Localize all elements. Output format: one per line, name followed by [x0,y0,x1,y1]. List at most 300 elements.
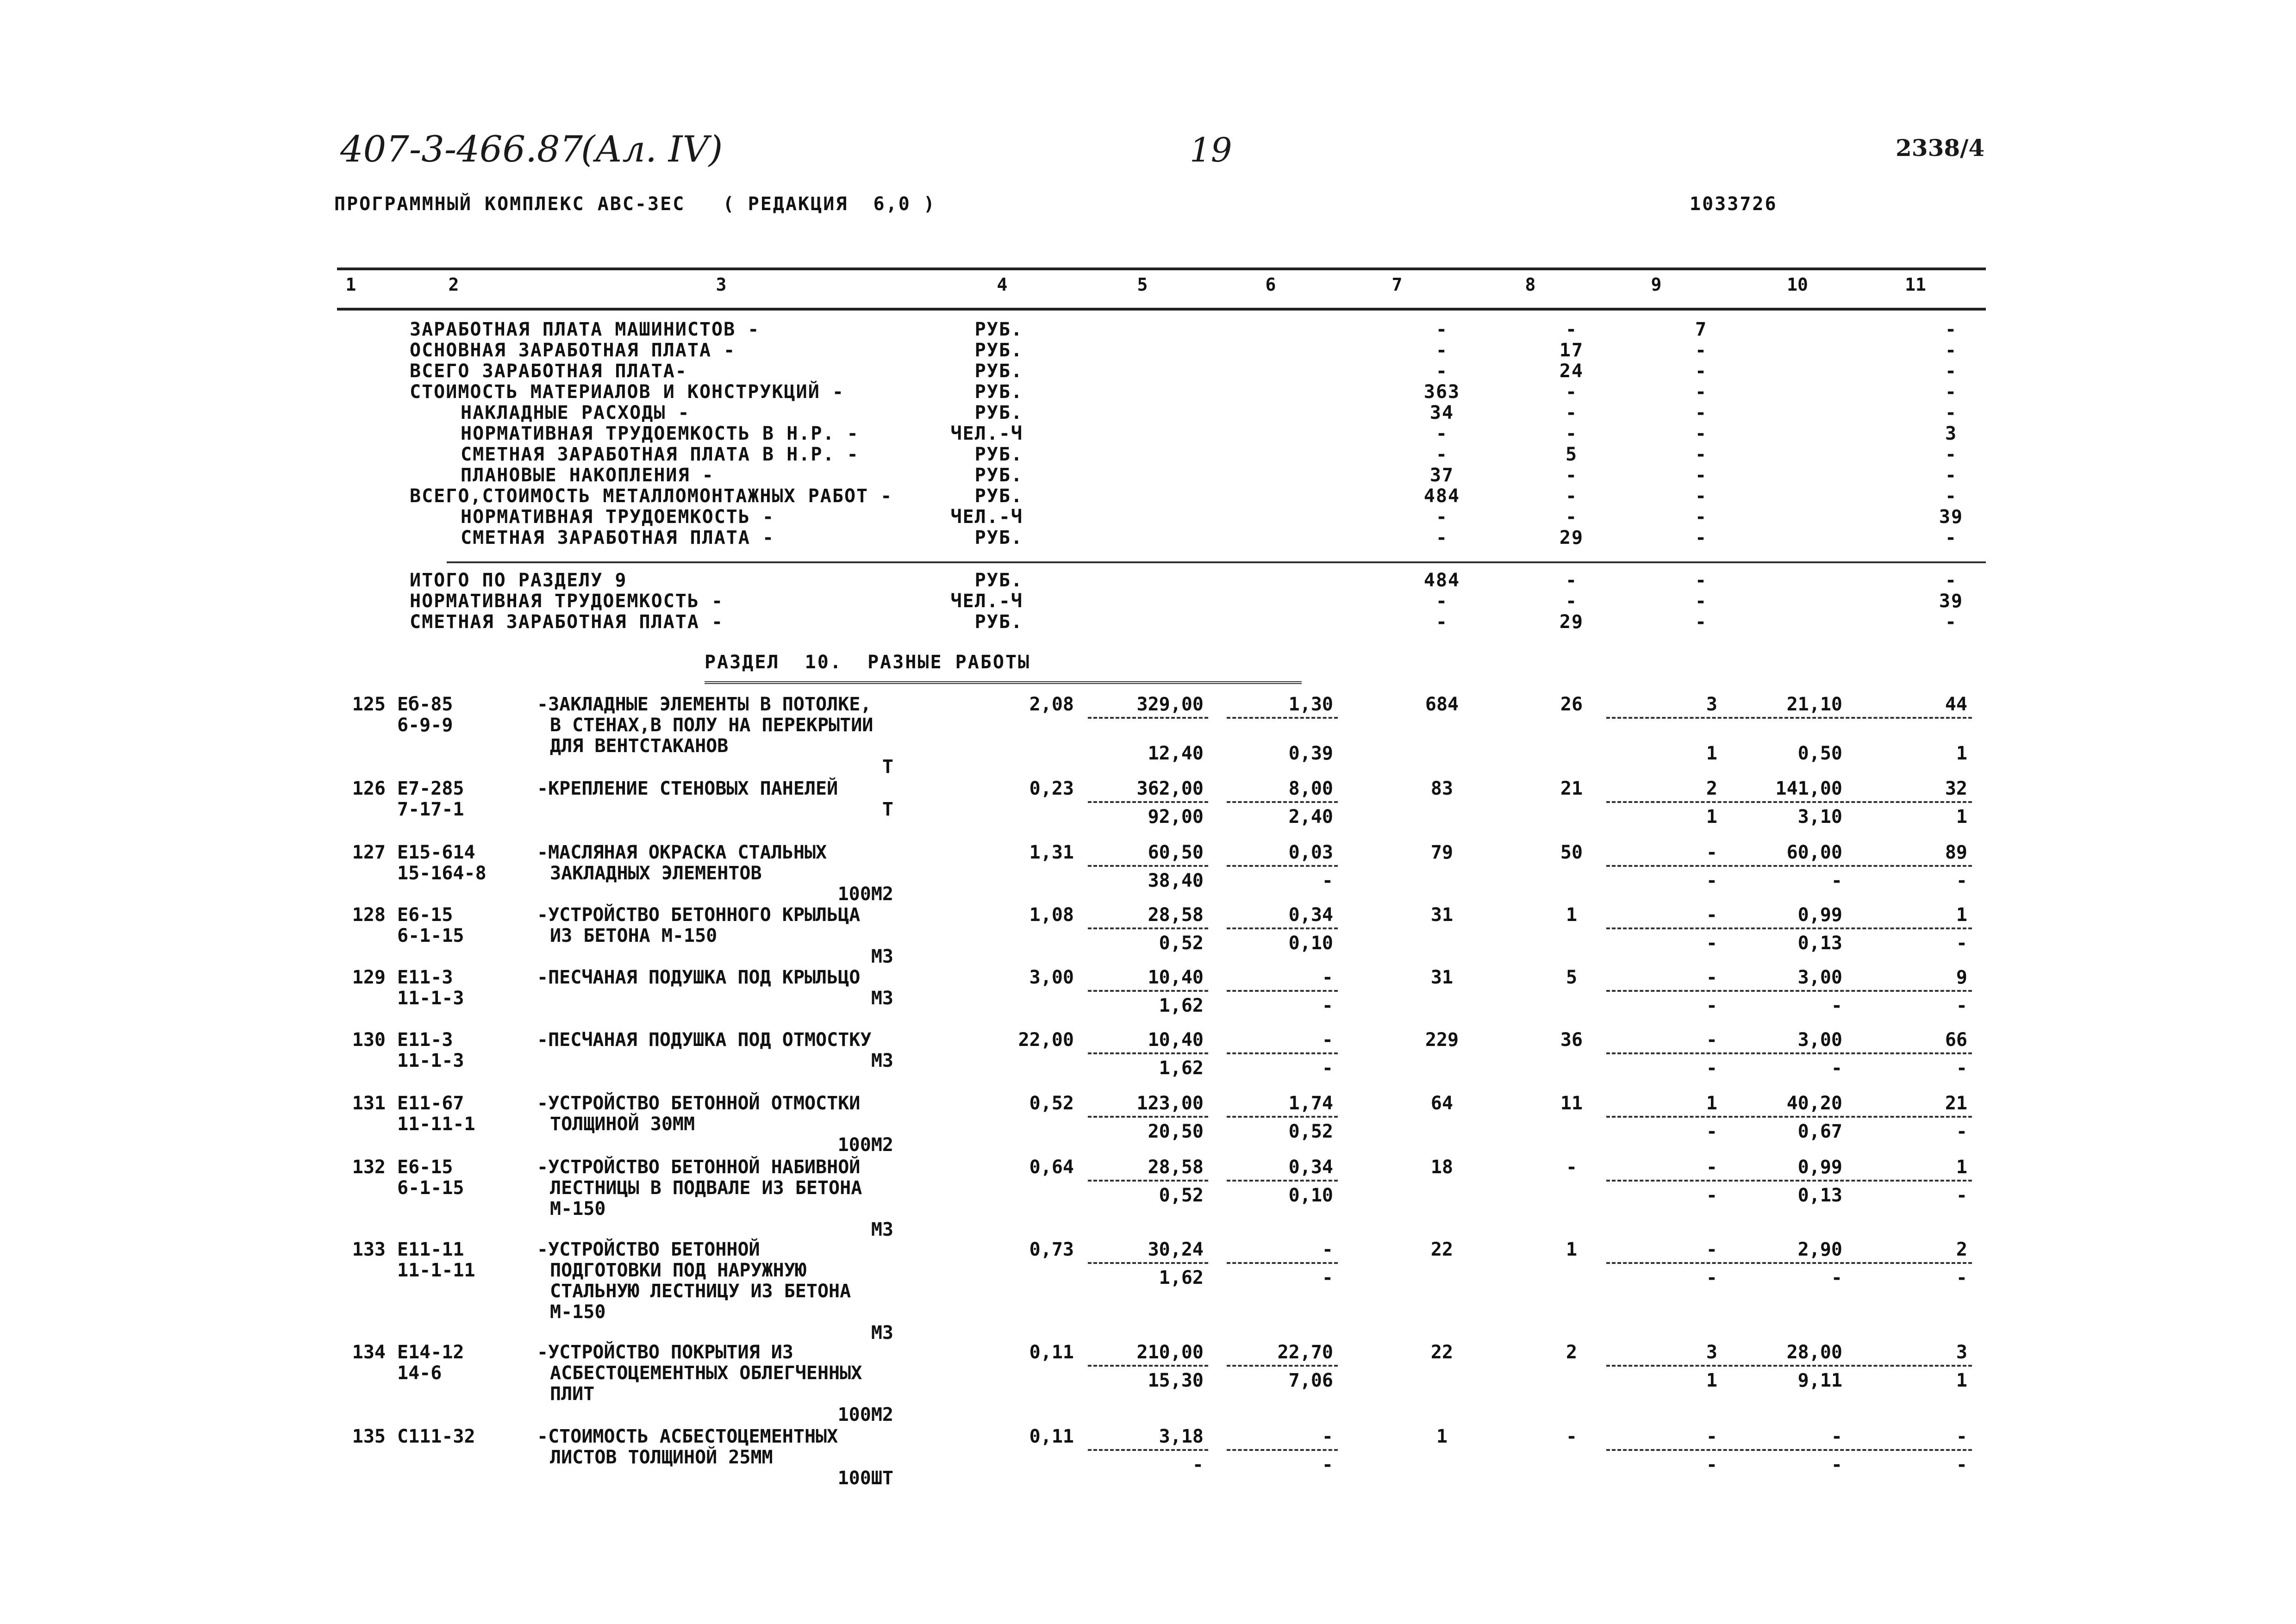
total-row-unit: РУБ. [974,570,1023,591]
col-num-6: 6 [1265,274,1276,295]
item-128-number: 128 [352,904,386,926]
summary-row-label: ОСНОВНАЯ ЗАРАБОТНАЯ ПЛАТА - [410,340,736,361]
summary-row-label: ЗАРАБОТНАЯ ПЛАТА МАШИНИСТОВ - [410,319,760,340]
item-128-code: Е6-15 [397,904,453,926]
item-127-rule-col5 [1088,865,1208,867]
summary-row-col9: - [1695,506,1708,528]
item-125-description: В СТЕНАХ,В ПОЛУ НА ПЕРЕКРЫТИИ [550,715,873,736]
item-135-number: 135 [352,1426,386,1447]
item-128-qty: 1,08 [1029,904,1074,926]
item-127-col11-b: - [1956,870,1967,891]
item-126-col10-b: 3,10 [1797,806,1842,828]
item-128-col11-b: - [1956,933,1967,954]
total-row-col9: - [1695,570,1708,591]
item-132-col10-b: 0,13 [1797,1185,1842,1206]
item-129-col9: - [1706,967,1717,988]
item-130-col8: 36 [1560,1029,1583,1051]
item-130-description: -ПЕСЧАНАЯ ПОДУШКА ПОД ОТМОСТКУ [537,1029,872,1051]
item-135-col6: - [1322,1426,1333,1447]
summary-row-col7: 363 [1423,381,1460,403]
item-133-unit: М3 [871,1322,893,1344]
item-126-unit: Т [882,799,893,820]
summary-row-col11: - [1945,319,1958,340]
item-130-col6: - [1322,1029,1333,1051]
summary-row-col9: - [1695,465,1708,486]
item-131-col8: 11 [1560,1093,1583,1114]
item-127-col5: 60,50 [1148,842,1204,863]
total-row-label: ИТОГО ПО РАЗДЕЛУ 9 [410,570,627,591]
item-134-code-sub: 14-6 [397,1363,442,1384]
total-row-col9: - [1695,611,1708,633]
item-126-code-sub: 7-17-1 [397,799,464,820]
summary-row-col8: - [1565,423,1578,444]
summary-row-col9: 7 [1695,319,1708,340]
doc-code: 407-3-466.87 [340,129,583,170]
item-131-qty: 0,52 [1029,1093,1074,1114]
item-128-col11: 1 [1956,904,1967,926]
item-128-col9: - [1706,904,1717,926]
item-125-rule-col5 [1088,717,1208,719]
item-132-col6-b: 0,10 [1288,1185,1333,1206]
item-125-description: -ЗАКЛАДНЫЕ ЭЛЕМЕНТЫ В ПОТОЛКЕ, [537,694,872,715]
item-128-description: ИЗ БЕТОНА М-150 [550,925,718,946]
item-127-col6-b: - [1322,870,1333,891]
summary-row-unit: РУБ. [974,361,1023,382]
item-135-col5: 3,18 [1159,1426,1204,1447]
item-127-description: ЗАКЛАДНЫХ ЭЛЕМЕНТОВ [550,863,762,884]
column-number-row [337,274,1986,302]
item-126-col6-b: 2,40 [1288,806,1333,828]
item-133-rule-col9-11 [1606,1262,1972,1264]
summary-row-col9: - [1695,444,1708,465]
item-126-col9: 2 [1706,778,1717,799]
item-133-col7: 22 [1430,1239,1454,1260]
item-132-description: ЛЕСТНИЦЫ В ПОДВАЛЕ ИЗ БЕТОНА [550,1177,862,1199]
item-132-description: М-150 [550,1198,606,1220]
item-134-col5-b: 15,30 [1148,1370,1204,1391]
summary-row-label: ВСЕГО,СТОИМОСТЬ МЕТАЛЛОМОНТАЖНЫХ РАБОТ - [410,485,893,507]
item-131-code-sub: 11-11-1 [397,1114,475,1135]
item-128-col10: 0,99 [1797,904,1842,926]
item-131-col7: 64 [1430,1093,1454,1114]
item-132-col9: - [1706,1157,1717,1178]
item-133-col11: 2 [1956,1239,1967,1260]
item-131-col11: 21 [1945,1093,1967,1114]
item-135-col11: - [1956,1426,1967,1447]
item-134-description: АСБЕСТОЦЕМЕНТНЫХ ОБЛЕГЧЕННЫХ [550,1363,862,1384]
item-130-col11: 66 [1945,1029,1967,1051]
summary-row-unit: ЧЕЛ.-Ч [950,506,1023,528]
item-131-col9: 1 [1706,1093,1717,1114]
item-131-col6-b: 0,52 [1288,1121,1333,1142]
item-134-rule-col6 [1227,1365,1338,1367]
item-130-rule-col5 [1088,1052,1208,1054]
item-128-rule-col6 [1227,927,1338,929]
summary-row-col11: - [1945,465,1958,486]
item-129-col5-b: 1,62 [1159,995,1204,1016]
summary-row-unit: РУБ. [974,485,1023,507]
item-126-code: Е7-285 [397,778,464,799]
item-134-col6: 22,70 [1277,1342,1333,1363]
item-131-col11-b: - [1956,1121,1967,1142]
item-129-number: 129 [352,967,386,988]
item-128-unit: М3 [871,946,893,967]
item-135-col9-b: - [1706,1454,1717,1475]
item-128-col8: 1 [1566,904,1578,926]
summary-row-unit: РУБ. [974,402,1023,423]
total-row-col8: 29 [1559,611,1584,633]
item-130-code: Е11-3 [397,1029,453,1051]
item-135-rule-col5 [1088,1449,1208,1451]
item-132-code: Е6-15 [397,1157,453,1178]
item-131-col5: 123,00 [1136,1093,1204,1114]
item-130-code-sub: 11-1-3 [397,1050,464,1071]
item-135-rule-col6 [1227,1449,1338,1451]
summary-row-unit: РУБ. [974,444,1023,465]
item-127-col8: 50 [1560,842,1583,863]
item-132-col8: - [1566,1157,1578,1178]
item-135-col5-b: - [1192,1454,1204,1475]
item-125-col8: 26 [1560,694,1583,715]
total-row-label: НОРМАТИВНАЯ ТРУДОЕМКОСТЬ - [410,591,724,612]
item-132-description: -УСТРОЙСТВО БЕТОННОЙ НАБИВНОЙ [537,1157,861,1178]
item-126-col5-b: 92,00 [1148,806,1204,828]
item-129-unit: М3 [871,988,893,1009]
item-132-unit: М3 [871,1219,893,1240]
item-127-number: 127 [352,842,386,863]
total-row-col8: - [1565,570,1578,591]
item-125-col5: 329,00 [1136,694,1204,715]
section-underline [705,681,1302,684]
item-129-col5: 10,40 [1148,967,1204,988]
item-133-code-sub: 11-1-11 [397,1260,475,1281]
summary-row-col7: - [1435,527,1448,548]
item-135-qty: 0,11 [1029,1426,1074,1447]
item-133-col10: 2,90 [1797,1239,1842,1260]
item-132-col5: 28,58 [1148,1157,1204,1178]
item-129-col7: 31 [1430,967,1454,988]
item-126-number: 126 [352,778,386,799]
item-133-description: -УСТРОЙСТВО БЕТОННОЙ [537,1239,760,1260]
total-row-unit: РУБ. [974,611,1023,633]
summary-row-label: СМЕТНАЯ ЗАРАБОТНАЯ ПЛАТА - [461,527,775,548]
item-125-col9-b: 1 [1706,743,1717,764]
item-132-col6: 0,34 [1288,1157,1333,1178]
item-126-rule-col6 [1227,801,1338,803]
item-135-description: -СТОИМОСТЬ АСБЕСТОЦЕМЕНТНЫХ [537,1426,838,1447]
summary-row-label: СТОИМОСТЬ МАТЕРИАЛОВ И КОНСТРУКЦИЙ - [410,381,844,403]
summary-row-col8: - [1565,319,1578,340]
item-131-code: Е11-67 [397,1093,464,1114]
summary-row-col11: - [1945,361,1958,382]
item-131-col10: 40,20 [1786,1093,1842,1114]
total-row-col7: - [1435,611,1448,633]
item-135-rule-col9-11 [1606,1449,1972,1451]
item-134-rule-col5 [1088,1365,1208,1367]
summary-row-col9: - [1695,527,1708,548]
item-129-description: -ПЕСЧАНАЯ ПОДУШКА ПОД КРЫЛЬЦО [537,967,861,988]
item-135-col6-b: - [1322,1454,1333,1475]
summary-row-col9: - [1695,402,1708,423]
item-129-code-sub: 11-1-3 [397,988,464,1009]
item-128-rule-col5 [1088,927,1208,929]
item-125-col11-b: 1 [1956,743,1967,764]
item-125-col11: 44 [1945,694,1967,715]
summary-row-col11: 39 [1939,506,1964,528]
col-num-4: 4 [997,274,1008,295]
summary-row-col7: 37 [1429,465,1454,486]
summary-row-label: СМЕТНАЯ ЗАРАБОТНАЯ ПЛАТА В Н.Р. - [461,444,859,465]
program-title: ПРОГРАММНЫЙ КОМПЛЕКС АВС-3ЕС ( РЕДАКЦИЯ 6,0 ) [334,193,936,215]
item-134-unit: 100М2 [837,1404,893,1425]
item-133-rule-col5 [1088,1262,1208,1264]
summary-row-col9: - [1695,361,1708,382]
col-num-11: 11 [1905,274,1926,295]
item-134-description: -УСТРОЙСТВО ПОКРЫТИЯ ИЗ [537,1342,793,1363]
col-num-3: 3 [716,274,727,295]
item-128-col10-b: 0,13 [1797,933,1842,954]
item-133-col8: 1 [1566,1239,1578,1260]
summary-row-col7: - [1435,340,1448,361]
col-num-9: 9 [1651,274,1662,295]
item-130-col5: 10,40 [1148,1029,1204,1051]
item-133-description: ПОДГОТОВКИ ПОД НАРУЖНУЮ [550,1260,806,1281]
page-number: 19 [1190,131,1232,169]
item-131-number: 131 [352,1093,386,1114]
item-128-rule-col9-11 [1606,927,1972,929]
item-130-unit: М3 [871,1050,893,1071]
section-title: РАЗДЕЛ 10. РАЗНЫЕ РАБОТЫ [705,652,1031,673]
item-125-code-sub: 6-9-9 [397,715,453,736]
item-134-qty: 0,11 [1029,1342,1074,1363]
item-128-col6: 0,34 [1288,904,1333,926]
item-131-rule-col5 [1088,1116,1208,1118]
item-125-number: 125 [352,694,386,715]
item-127-col10: 60,00 [1786,842,1842,863]
item-130-col5-b: 1,62 [1159,1058,1204,1079]
item-127-col10-b: - [1831,870,1842,891]
summary-row-col8: - [1565,506,1578,528]
col-num-8: 8 [1525,274,1536,295]
item-130-rule-col6 [1227,1052,1338,1054]
item-131-col6: 1,74 [1288,1093,1333,1114]
item-134-col11: 3 [1956,1342,1967,1363]
total-row-col9: - [1695,591,1708,612]
summary-row-col8: 5 [1565,444,1578,465]
summary-row-col7: 484 [1423,485,1460,507]
item-135-col10-b: - [1831,1454,1842,1475]
summary-row-col8: - [1565,402,1578,423]
summary-row-unit: РУБ. [974,465,1023,486]
item-125-col6: 1,30 [1288,694,1333,715]
item-132-rule-col9-11 [1606,1180,1972,1182]
item-133-description: СТАЛЬНУЮ ЛЕСТНИЦУ ИЗ БЕТОНА [550,1281,851,1302]
item-129-qty: 3,00 [1029,967,1074,988]
item-131-col9-b: - [1706,1121,1717,1142]
item-126-col11-b: 1 [1956,806,1967,828]
item-130-qty: 22,00 [1018,1029,1074,1051]
item-132-number: 132 [352,1157,386,1178]
item-133-rule-col6 [1227,1262,1338,1264]
item-129-col11: 9 [1956,967,1967,988]
item-133-col11-b: - [1956,1267,1967,1288]
item-134-col10: 28,00 [1786,1342,1842,1363]
summary-row-unit: РУБ. [974,381,1023,403]
item-132-col7: 18 [1430,1157,1454,1178]
item-135-col7: 1 [1436,1426,1448,1447]
item-129-rule-col9-11 [1606,990,1972,992]
summary-row-label: НОРМАТИВНАЯ ТРУДОЕМКОСТЬ - [461,506,775,528]
item-128-col7: 31 [1430,904,1454,926]
item-134-code: Е14-12 [397,1342,464,1363]
summary-row-col7: - [1435,423,1448,444]
item-125-rule-col6 [1227,717,1338,719]
item-132-col11: 1 [1956,1157,1967,1178]
item-134-col9: 3 [1706,1342,1717,1363]
item-126-col5: 362,00 [1136,778,1204,799]
item-126-rule-col5 [1088,801,1208,803]
item-130-number: 130 [352,1029,386,1051]
item-132-rule-col5 [1088,1180,1208,1182]
item-134-description: ПЛИТ [550,1383,595,1405]
total-row-col7: 484 [1423,570,1460,591]
item-130-col11-b: - [1956,1058,1967,1079]
item-126-col6: 8,00 [1288,778,1333,799]
item-135-col10: - [1831,1426,1842,1447]
item-130-col10-b: - [1831,1058,1842,1079]
item-126-col8: 21 [1560,778,1583,799]
summary-row-col9: - [1695,340,1708,361]
header-bottom-rule [337,308,1986,311]
summary-row-label: НОРМАТИВНАЯ ТРУДОЕМКОСТЬ В Н.Р. - [461,423,859,444]
item-125-unit: Т [882,756,893,778]
sheet-ref: 2338/4 [1896,134,1985,162]
item-133-col9: - [1706,1239,1717,1260]
item-127-col5-b: 38,40 [1148,870,1204,891]
item-128-col5: 28,58 [1148,904,1204,926]
summary-row-col11: - [1945,381,1958,403]
item-132-col11-b: - [1956,1185,1967,1206]
item-129-col11-b: - [1956,995,1967,1016]
summary-row-col11: - [1945,340,1958,361]
item-131-rule-col9-11 [1606,1116,1972,1118]
total-row-label: СМЕТНАЯ ЗАРАБОТНАЯ ПЛАТА - [410,611,724,633]
summary-row-col9: - [1695,485,1708,507]
album-ref: (Ал. IV) [581,129,723,170]
item-129-col9-b: - [1706,995,1717,1016]
item-133-code: Е11-11 [397,1239,464,1260]
item-127-description: -МАСЛЯНАЯ ОКРАСКА СТАЛЬНЫХ [537,842,827,863]
summary-row-col7: - [1435,361,1448,382]
total-row-col8: - [1565,591,1578,612]
item-126-col9-b: 1 [1706,806,1717,828]
item-130-col9: - [1706,1029,1717,1051]
item-131-rule-col6 [1227,1116,1338,1118]
item-127-code-sub: 15-164-8 [397,863,487,884]
item-128-col6-b: 0,10 [1288,933,1333,954]
summary-row-col11: 3 [1945,423,1958,444]
item-134-col11-b: 1 [1956,1370,1967,1391]
item-127-col9: - [1706,842,1717,863]
item-125-description: ДЛЯ ВЕНТСТАКАНОВ [550,735,729,757]
item-135-col8: - [1566,1426,1578,1447]
summary-row-unit: РУБ. [974,340,1023,361]
col-num-7: 7 [1391,274,1403,295]
item-133-col9-b: - [1706,1267,1717,1288]
item-134-col7: 22 [1430,1342,1454,1363]
item-130-col6-b: - [1322,1058,1333,1079]
summary-row-col8: 17 [1559,340,1584,361]
summary-row-label: ПЛАНОВЫЕ НАКОПЛЕНИЯ - [461,465,714,486]
summary-row-col11: - [1945,527,1958,548]
item-126-col7: 83 [1430,778,1454,799]
summary-row-col11: - [1945,485,1958,507]
col-num-5: 5 [1137,274,1148,295]
item-133-col6: - [1322,1239,1333,1260]
summary-row-unit: ЧЕЛ.-Ч [950,423,1023,444]
item-132-col9-b: - [1706,1185,1717,1206]
item-125-col10-b: 0,50 [1797,743,1842,764]
item-133-col10-b: - [1831,1267,1842,1288]
item-125-qty: 2,08 [1029,694,1074,715]
item-135-col9: - [1706,1426,1717,1447]
item-130-col9-b: - [1706,1058,1717,1079]
table-top-rule [337,268,1986,270]
total-row-unit: ЧЕЛ.-Ч [950,591,1023,612]
item-133-description: М-150 [550,1301,606,1323]
item-133-col5-b: 1,62 [1159,1267,1204,1288]
item-126-col10: 141,00 [1775,778,1842,799]
item-130-rule-col9-11 [1606,1052,1972,1054]
total-row-col11: 39 [1939,591,1964,612]
item-131-unit: 100М2 [837,1134,893,1156]
document-number: 1033726 [1690,193,1778,215]
item-129-col10: 3,00 [1797,967,1842,988]
item-132-col5-b: 0,52 [1159,1185,1204,1206]
item-134-col8: 2 [1566,1342,1578,1363]
total-row-col7: - [1435,591,1448,612]
item-135-code: С111-32 [397,1426,475,1447]
summary-row-unit: РУБ. [974,527,1023,548]
item-127-qty: 1,31 [1029,842,1074,863]
item-125-rule-col9-11 [1606,717,1972,719]
item-127-rule-col9-11 [1606,865,1972,867]
item-130-col10: 3,00 [1797,1029,1842,1051]
item-135-col11-b: - [1956,1454,1967,1475]
item-133-qty: 0,73 [1029,1239,1074,1260]
item-129-col6: - [1322,967,1333,988]
item-128-description: -УСТРОЙСТВО БЕТОННОГО КРЫЛЬЦА [537,904,861,926]
item-135-description: ЛИСТОВ ТОЛЩИНОЙ 25ММ [550,1447,773,1468]
item-127-rule-col6 [1227,865,1338,867]
item-125-col6-b: 0,39 [1288,743,1333,764]
item-127-col9-b: - [1706,870,1717,891]
item-132-code-sub: 6-1-15 [397,1177,464,1199]
item-134-rule-col9-11 [1606,1365,1972,1367]
item-131-description: ТОЛЩИНОЙ 30ММ [550,1114,695,1135]
item-129-rule-col6 [1227,990,1338,992]
item-134-number: 134 [352,1342,386,1363]
col-num-10: 10 [1787,274,1808,295]
summary-row-col8: 29 [1559,527,1584,548]
item-129-col10-b: - [1831,995,1842,1016]
summary-row-col9: - [1695,423,1708,444]
col-num-1: 1 [345,274,356,295]
summary-row-col7: - [1435,444,1448,465]
item-134-col6-b: 7,06 [1288,1370,1333,1391]
col-num-2: 2 [448,274,459,295]
item-134-col9-b: 1 [1706,1370,1717,1391]
